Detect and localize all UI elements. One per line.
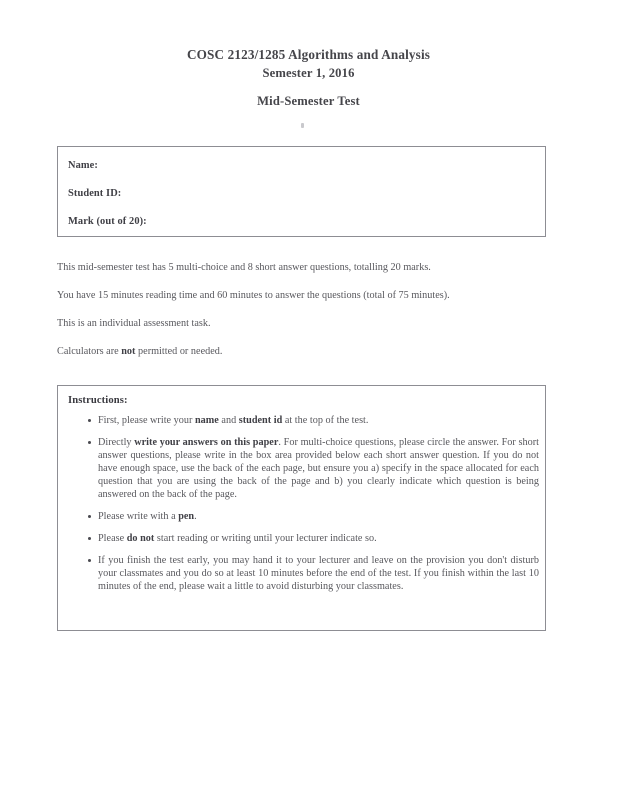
mark-field-label: Mark (out of 20): xyxy=(68,216,147,227)
intro-paragraph-individual: This is an individual assessment task. xyxy=(57,318,211,329)
bullet-point-icon xyxy=(88,441,91,444)
instruction-text-early-finish: If you finish the test early, you may hand it to your lecturer and leave on the provision you don't disturb your classmates and you do so at least 10 minutes before the end of the test. If you finish within the last 10 minutes of the end, please wait a little to avoid disturbing your classmates. xyxy=(98,555,539,592)
list-item xyxy=(58,532,547,545)
instruction-text-use-pen: Please write with a pen. xyxy=(98,511,197,522)
list-item xyxy=(58,414,547,427)
name-field-label: Name: xyxy=(68,160,98,171)
bullet-point-icon xyxy=(88,559,91,562)
title-line-test: Mid-Semester Test xyxy=(257,94,360,108)
list-item xyxy=(58,554,547,593)
instruction-text-answers-on-paper: Directly write your answers on this paper. For multi-choice questions, please circle the answer. For short answer questions, please write in the box area provided below each short answer question. If you do not have enough space, use the back of the each page, but ensure you a) specify in the space allocated for each question that you are using the back of the page and b) you clearly indicate which question is being answered on the back of the page. xyxy=(98,437,540,500)
list-item xyxy=(58,510,547,523)
title-line-course: COSC 2123/1285 Algorithms and Analysis xyxy=(186,47,431,62)
instructions-list xyxy=(58,414,547,593)
title-line-semester: Semester 1, 2016 xyxy=(262,66,355,80)
page-title xyxy=(0,46,617,110)
instruction-text-do-not-start: Please do not start reading or writing until your lecturer indicate so. xyxy=(98,533,377,544)
instruction-text-write-name: First, please write your name and student id at the top of the test. xyxy=(98,415,369,426)
bullet-point-icon xyxy=(88,537,91,540)
intro-paragraph-questions: This mid-semester test has 5 multi-choice and 8 short answer questions, totalling 20 marks. xyxy=(57,262,431,273)
student-details-box xyxy=(57,146,546,237)
bullet-point-icon xyxy=(88,515,91,518)
instructions-box xyxy=(57,385,546,631)
list-item xyxy=(58,436,547,501)
intro-paragraph-calculators: Calculators are not permitted or needed. xyxy=(57,346,223,357)
stray-dot-artifact xyxy=(301,123,304,128)
student-id-field-label: Student ID: xyxy=(68,188,122,199)
bullet-point-icon xyxy=(88,419,91,422)
intro-paragraph-timing: You have 15 minutes reading time and 60 minutes to answer the questions (total of 75 minutes). xyxy=(57,290,450,301)
instructions-heading: Instructions: xyxy=(68,395,128,406)
